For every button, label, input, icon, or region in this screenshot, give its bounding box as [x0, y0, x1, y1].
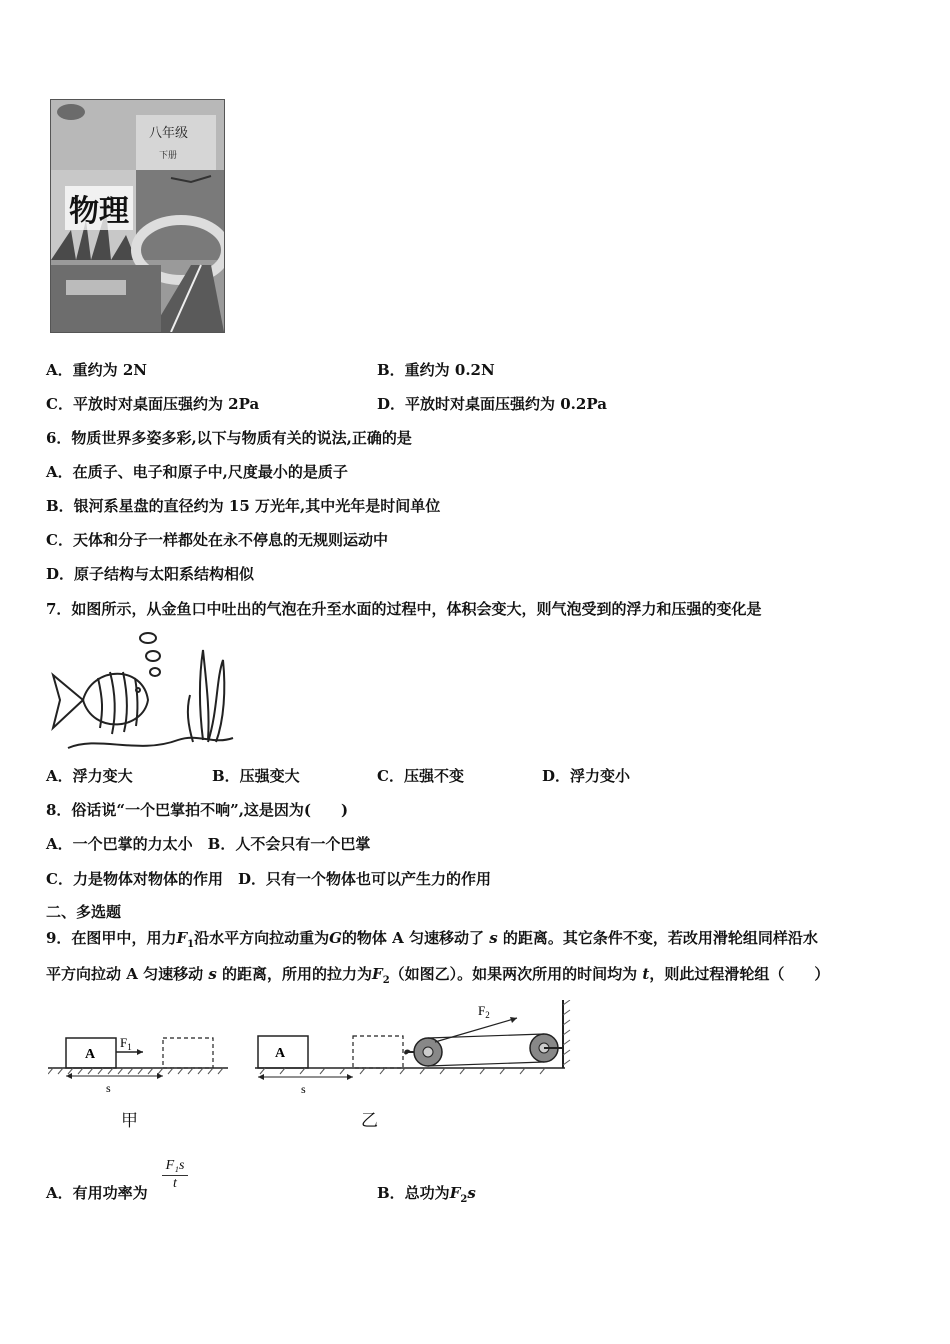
pulley-hook	[405, 1051, 414, 1054]
physics-textbook-cover	[50, 99, 225, 333]
useful-power-fraction	[162, 1158, 188, 1192]
goldfish-bubbles-figure	[48, 630, 238, 752]
book-grade: 八年级	[149, 126, 189, 141]
block-a-label: A	[275, 1046, 286, 1061]
q5-option-a: A．重约为 2N	[46, 361, 148, 379]
block-a-label: A	[85, 1047, 96, 1062]
q5-option-c: C．平放时对桌面压强约为 2Pa	[46, 395, 260, 413]
distance-label-s: s	[301, 1082, 306, 1095]
q9-option-b: B．总功为$F_2s$	[377, 1184, 476, 1205]
block-final-position	[163, 1038, 213, 1068]
q6-option-d: D．原子结构与太阳系结构相似	[46, 565, 255, 583]
block-final-position	[353, 1036, 403, 1068]
book-title: 物理	[65, 186, 133, 230]
q6-option-a: A．在质子、电子和原子中,尺度最小的是质子	[46, 463, 348, 481]
q5-option-b: B．重约为 0.2N	[377, 361, 495, 379]
q6-option-b: B．银河系星盘的直径约为 15 万光年,其中光年是时间单位	[46, 497, 441, 515]
q9-option-a: A．有用功率为	[46, 1184, 148, 1202]
force-label-f1: $F_1$	[120, 1035, 132, 1052]
figure-caption-yi: 乙	[361, 1111, 378, 1131]
force-arrow-head	[137, 1049, 143, 1055]
fraction-denominator: t	[173, 1176, 177, 1191]
q8-options-cd: C．力是物体对物体的作用 D．只有一个物体也可以产生力的作用	[46, 870, 491, 888]
q7-option-d: D．浮力变小	[542, 767, 631, 785]
q8-options-ab: A．一个巴掌的力太小 B．人不会只有一个巴掌	[46, 835, 371, 853]
section-multi-choice-heading: 二、多选题	[46, 903, 122, 921]
q5-option-d: D．平放时对桌面压强约为 0.2Pa	[377, 395, 607, 413]
q9-stem-line1: 9．在图甲中，用力$F_1$沿水平方向拉动重为G的物体 A 匀速移动了 s 的距离。其它条件不变，若改用滑轮组同样沿水	[46, 929, 818, 950]
q6-stem: 6．物质世界多姿多彩,以下与物质有关的说法,正确的是	[46, 429, 412, 447]
ground-hatching	[48, 1068, 223, 1074]
force-label-f2: $F_2$	[478, 1003, 490, 1020]
q7-stem: 7．如图所示，从金鱼口中吐出的气泡在升至水面的过程中，体积会变大，则气泡受到的浮力和压强的变化是	[46, 600, 762, 618]
q7-option-a: A．浮力变大	[46, 767, 133, 785]
figure-caption-jia: 甲	[121, 1111, 138, 1131]
q7-option-c: C．压强不变	[377, 767, 464, 785]
q8-stem: 8．俗话说“一个巴掌拍不响”,这是因为( )	[46, 801, 349, 819]
q7-option-b: B．压强变大	[212, 767, 300, 785]
figure-jia-pull-block	[48, 1030, 233, 1095]
force-arrow-head	[510, 1017, 517, 1023]
ground-hatching	[260, 1068, 545, 1074]
book-volume: 下册	[159, 151, 178, 161]
movable-pulley-axle	[423, 1047, 433, 1057]
wall-hatching	[563, 1000, 570, 1065]
rope-bottom	[428, 1062, 544, 1066]
distance-label-s: s	[106, 1081, 111, 1095]
q6-option-c: C．天体和分子一样都处在永不停息的无规则运动中	[46, 531, 388, 549]
force-arrow-f2	[435, 1018, 517, 1042]
fraction-numerator: F₁s	[162, 1158, 188, 1176]
rope-top	[428, 1034, 544, 1038]
figure-yi-pulley-system	[255, 1000, 575, 1095]
q9-stem-line2: 平方向拉动 A 匀速移动 s 的距离，所用的拉力为$F_2$（如图乙）。如果两次所用的时间均为 t，则此过程滑轮组（ ）	[46, 965, 830, 986]
